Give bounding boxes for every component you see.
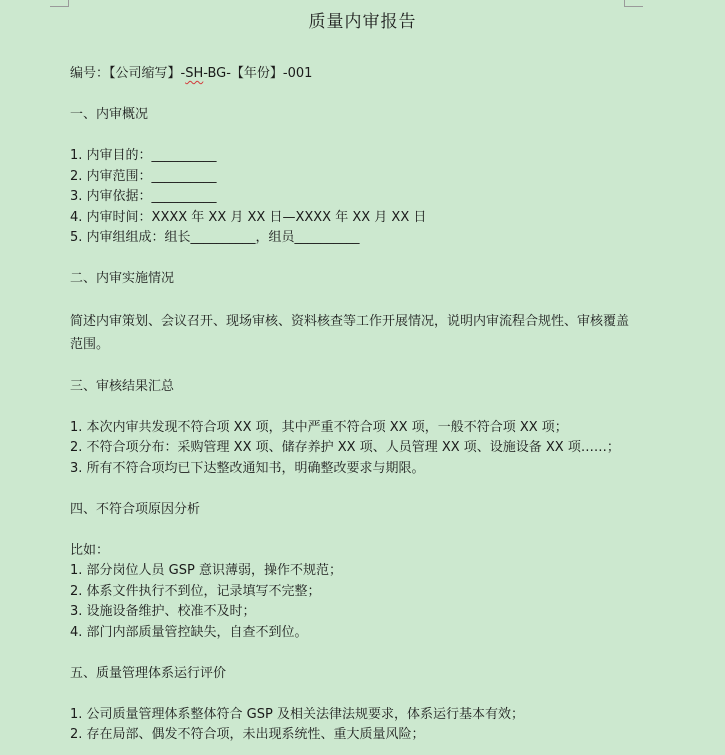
section-intro: 比如： bbox=[70, 542, 110, 558]
document-body bbox=[70, 64, 640, 746]
page-corner-mark-left bbox=[50, 0, 69, 7]
section-heading: 三、审核结果汇总 bbox=[70, 378, 175, 394]
list-item: 3. 所有不符合项均已下达整改通知书，明确整改要求与期限。 bbox=[70, 460, 425, 476]
list-item: 1. 部分岗位人员 GSP 意识薄弱，操作不规范； bbox=[70, 563, 342, 578]
list-item: 1. 本次内审共发现不符合项 XX 项，其中严重不符合项 XX 项，一般不符合项 XX 项； bbox=[70, 419, 568, 435]
list-item: 3. 设施设备维护、校准不及时； bbox=[70, 604, 256, 619]
list-item: 1. 内审目的：__________ bbox=[70, 148, 217, 163]
document-title: 质量内审报告 bbox=[308, 12, 417, 32]
list-item: 2. 存在局部、偶发不符合项，未出现系统性、重大质量风险； bbox=[70, 727, 425, 742]
list-item: 2. 不符合项分布：采购管理 XX 项、储存养护 XX 项、人员管理 XX 项、设施设备 XX 项……； bbox=[70, 440, 620, 455]
document-code-suffix: -BG-【年份】-001 bbox=[203, 66, 313, 81]
list-item: 1. 公司质量管理体系整体符合 GSP 及相关法律法规要求，体系运行基本有效； bbox=[70, 706, 524, 722]
document-code-sh: SH bbox=[185, 66, 204, 81]
list-item: 2. 内审范围：__________ bbox=[70, 168, 217, 184]
section-heading: 二、内审实施情况 bbox=[70, 271, 175, 286]
document-code bbox=[70, 64, 640, 85]
section-heading: 五、质量管理体系运行评价 bbox=[70, 665, 227, 681]
list-item: 5. 内审组组成：组长__________，组员__________ bbox=[70, 230, 360, 245]
section-heading: 四、不符合项原因分析 bbox=[70, 501, 201, 517]
list-item: 3. 内审依据：__________ bbox=[70, 189, 217, 204]
list-item: 4. 内审时间：XXXX 年 XX 月 XX 日—XXXX 年 XX 月 XX 日 bbox=[70, 209, 427, 225]
list-item: 2. 体系文件执行不到位，记录填写不完整； bbox=[70, 583, 321, 599]
list-item: 4. 部门内部质量管控缺失，自查不到位。 bbox=[70, 624, 308, 640]
document-code-prefix: 编号：【公司缩写】- bbox=[70, 66, 186, 81]
page-corner-mark-right bbox=[624, 0, 643, 7]
section-heading: 一、内审概况 bbox=[70, 107, 149, 122]
section-paragraph: 简述内审策划、会议召开、现场审核、资料核查等工作开展情况，说明内审流程合规性、审核覆盖范围。 bbox=[70, 314, 630, 352]
